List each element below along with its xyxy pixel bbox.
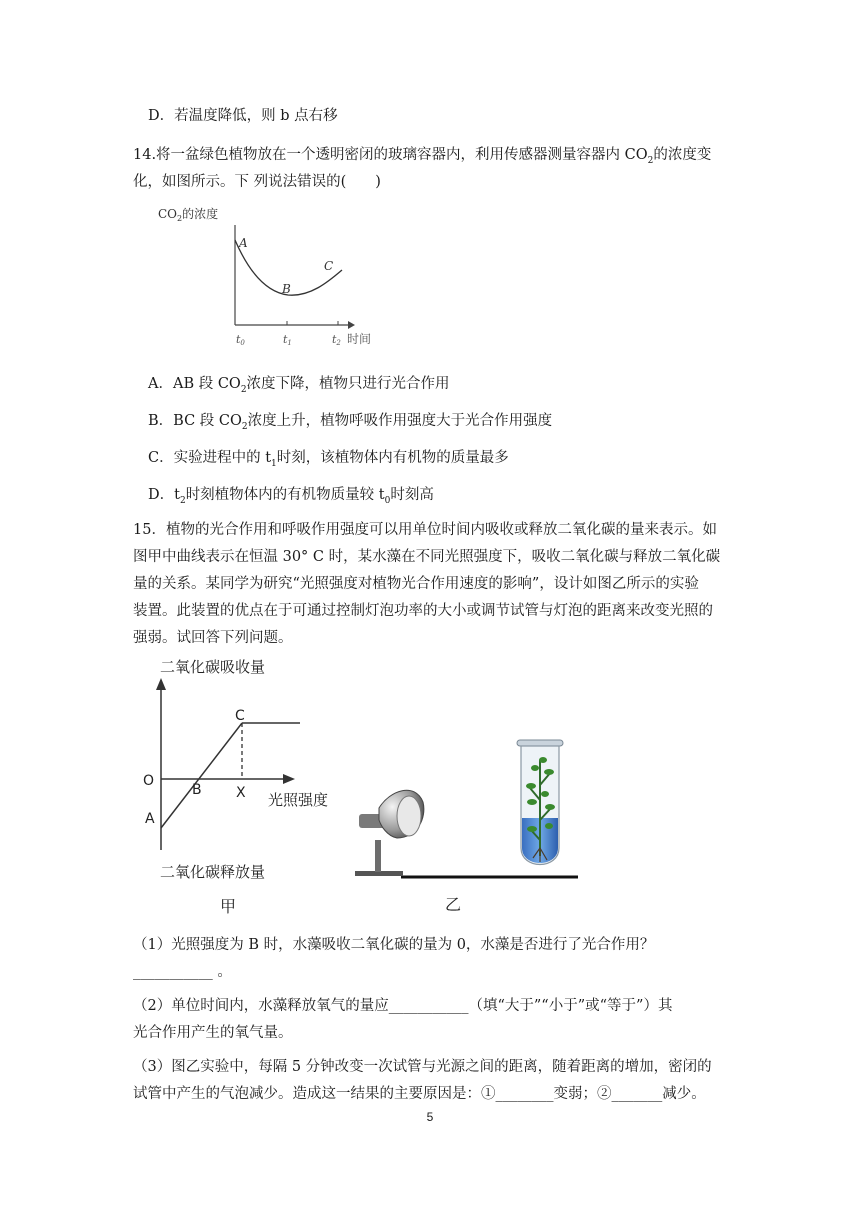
yi-tube-rim	[517, 740, 563, 746]
q14-option-c-sub: 1	[271, 458, 277, 469]
q14-graph-t0: t0	[236, 333, 245, 347]
q14-option-c-post: 时刻，该植物体内有机物的质量最多	[276, 450, 509, 466]
q14-graph-t1: t1	[283, 333, 292, 347]
q14-option-c	[148, 448, 509, 474]
q15-sub2-line1: （2）单位时间内，水藻释放氧气的量应___________（填“大于”“小于”或“等于”）其	[133, 998, 673, 1014]
q14-graph-t2: t2	[332, 333, 341, 347]
jia-point-b: B	[192, 782, 202, 798]
q14-graph-ylabel: $CO_2$的浓度	[158, 207, 219, 223]
q14-stem-line1	[133, 145, 711, 171]
jia-origin: O	[143, 773, 155, 789]
jia-point-a: A	[145, 811, 155, 827]
q14-option-d-pre: D．t	[148, 487, 180, 503]
q15-stem-line5: 强弱。试回答下列问题。	[133, 630, 293, 646]
jia-curve-rising	[161, 723, 242, 828]
q14-option-a	[148, 374, 450, 400]
q14-option-b-post: 浓度上升，植物呼吸作用强度大于光合作用强度	[247, 413, 553, 429]
q15-sub1-line1: （1）光照强度为 B 时，水藻吸收二氧化碳的量为 0，水藻是否进行了光合作用？	[133, 937, 655, 953]
q14-option-d-mid: 时刻植物体内的有机物质量较 t	[185, 487, 385, 503]
q15-sub1-blank: ___________ 。	[133, 964, 232, 980]
q14-option-c-pre: C．实验进程中的 t	[148, 450, 272, 466]
q14-option-b	[148, 411, 552, 437]
q14-option-a-post: 浓度下降，植物只进行光合作用	[246, 376, 450, 392]
q14-graph-point-b: B	[282, 282, 291, 296]
jia-ylabel-bottom: 二氧化碳释放量	[160, 863, 266, 881]
page-number: 5	[426, 1110, 434, 1124]
q15-stem-line4: 装置。此装置的优点在于可通过控制灯泡功率的大小或调节试管与灯泡的距离来改变光照的	[133, 603, 713, 619]
jia-point-x: X	[236, 785, 246, 801]
yi-lamp-stand	[375, 840, 381, 872]
q14-option-b-sub: 2	[241, 421, 248, 432]
q15-stem-line3: 量的关系。某同学为研究“光照强度对植物光合作用速度的影响”，设计如图乙所示的实验	[133, 576, 699, 592]
q14-stem-text-b: 的浓度变	[653, 147, 712, 163]
q14-option-a-pre: A．AB 段 CO	[148, 376, 241, 392]
q14-stem-line2: 化，如图所示。下 列说法错误的( )	[133, 174, 381, 190]
jia-y-arrow	[156, 678, 166, 690]
q15-figure-yi	[345, 730, 595, 915]
q14-option-d-post: 时刻高	[390, 487, 434, 503]
q14-graph-x-arrow	[348, 321, 355, 329]
q14-option-d	[148, 485, 434, 511]
jia-ylabel-top: 二氧化碳吸收量	[160, 658, 266, 676]
q14-graph-xlabel: 时间	[347, 332, 372, 346]
q14-option-b-pre: B．BC 段 CO	[148, 413, 242, 429]
q14-graph-point-a: A	[239, 236, 248, 250]
jia-x-arrow	[283, 774, 295, 784]
jia-point-c: C	[235, 708, 245, 724]
q15-sub3-line2: 试管中产生的气泡减少。造成这一结果的主要原因是：①________变弱；②_______减少。	[133, 1086, 706, 1102]
q14-option-d-sub: 2	[179, 495, 186, 506]
q14-stem-text-a: 14.将一盆绿色植物放在一个透明密闭的玻璃容器内，利用传感器测量容器内 CO	[133, 147, 648, 163]
q15-sub3-line1: （3）图乙实验中，每隔 5 分钟改变一次试管与光源之间的距离，随着距离的增加，密闭的	[133, 1059, 712, 1075]
q15-sub2-line2: 光合作用产生的氧气量。	[133, 1025, 293, 1041]
q14-co2-graph	[150, 200, 390, 360]
jia-xlabel: 光照强度	[268, 791, 329, 809]
jia-caption: 甲	[220, 897, 237, 916]
q13-option-d: D．若温度降低，则 b 点右移	[148, 108, 338, 124]
q15-figure-jia	[140, 650, 370, 920]
yi-caption: 乙	[445, 895, 462, 914]
q14-graph-point-c: C	[324, 259, 334, 273]
q14-option-a-sub: 2	[240, 384, 247, 395]
q15-stem-line1: 15．植物的光合作用和呼吸作用强度可以用单位时间内吸收或释放二氧化碳的量来表示。如	[133, 522, 717, 538]
q14-option-d-sub2: 0	[384, 495, 391, 506]
q15-stem-line2: 图甲中曲线表示在恒温 30° C 时，某水藻在不同光照强度下，吸收二氧化碳与释放二氧化碳	[133, 549, 721, 565]
yi-lamp-reflector	[397, 796, 421, 836]
q14-stem-sub: 2	[647, 155, 654, 166]
